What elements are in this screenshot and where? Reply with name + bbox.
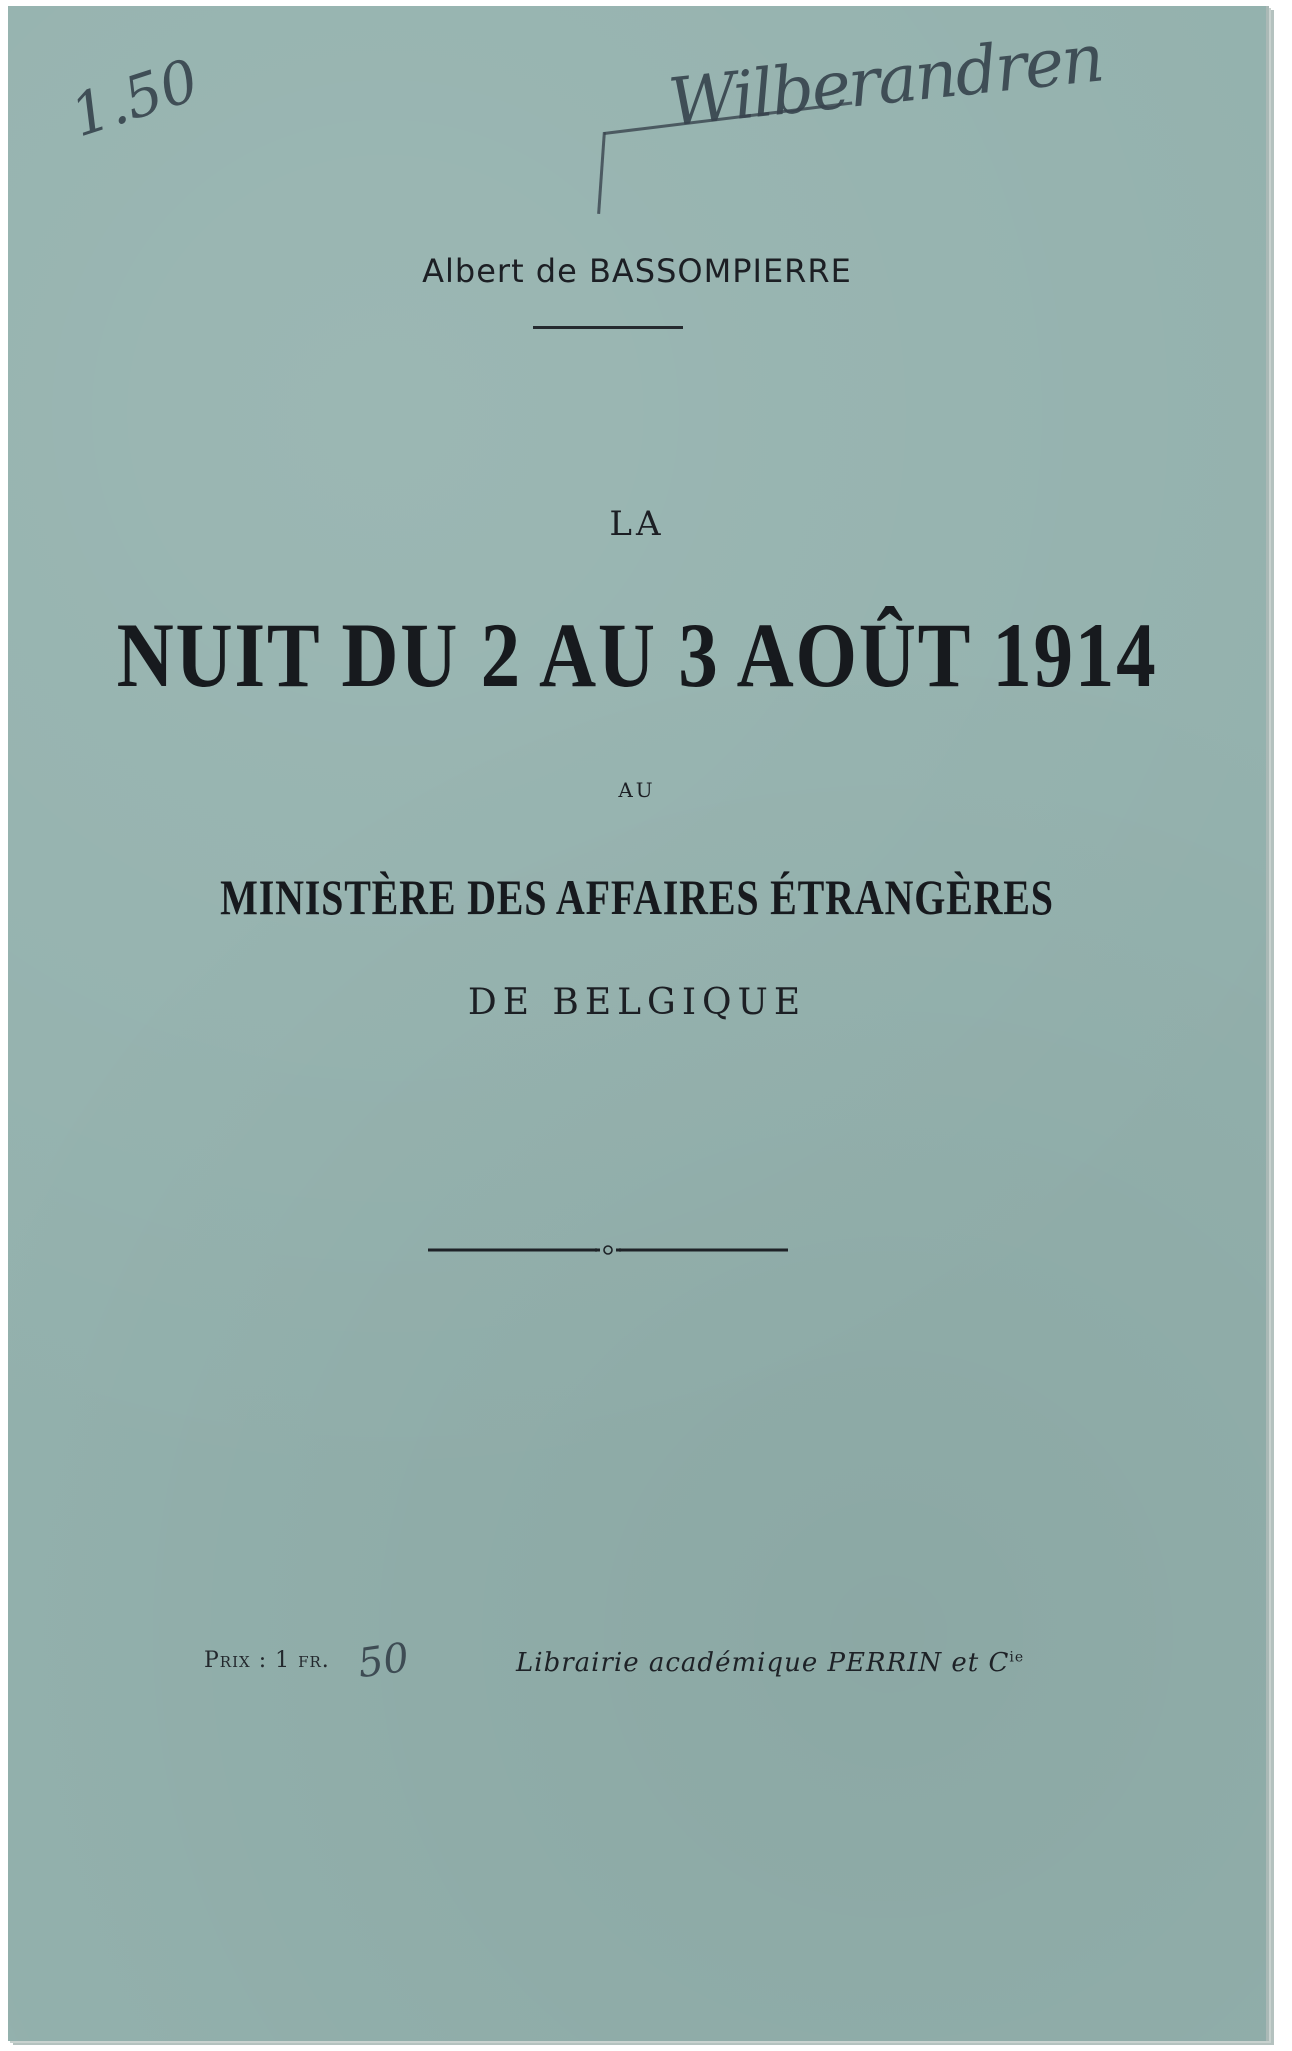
author-name: Albert de BASSOMPIERRE [422,252,852,290]
author-divider [533,326,683,329]
publisher-suffix: ie [1009,1649,1025,1666]
ornamental-divider [428,1242,788,1258]
title-connector: AU [618,778,656,802]
handwritten-price-mark: 1.50 [62,45,207,151]
publisher-line [516,1648,1024,1678]
book-cover [8,6,1269,2041]
page-title: NUIT DU 2 AU 3 AOÛT 1914 [116,604,1158,706]
publisher-name: Librairie académique PERRIN et C [516,1648,1010,1678]
subtitle-ministry: MINISTÈRE DES AFFAIRES ÉTRANGÈRES [220,869,1054,925]
title-article: LA [609,504,665,544]
price-label: Prix : 1 fr. [204,1648,330,1673]
handwritten-price-value: 50 [355,1634,412,1688]
subtitle-country: DE BELGIQUE [467,982,807,1023]
handwritten-signature: Wilberandren [665,19,1106,142]
signature-tick-stroke [597,132,606,214]
